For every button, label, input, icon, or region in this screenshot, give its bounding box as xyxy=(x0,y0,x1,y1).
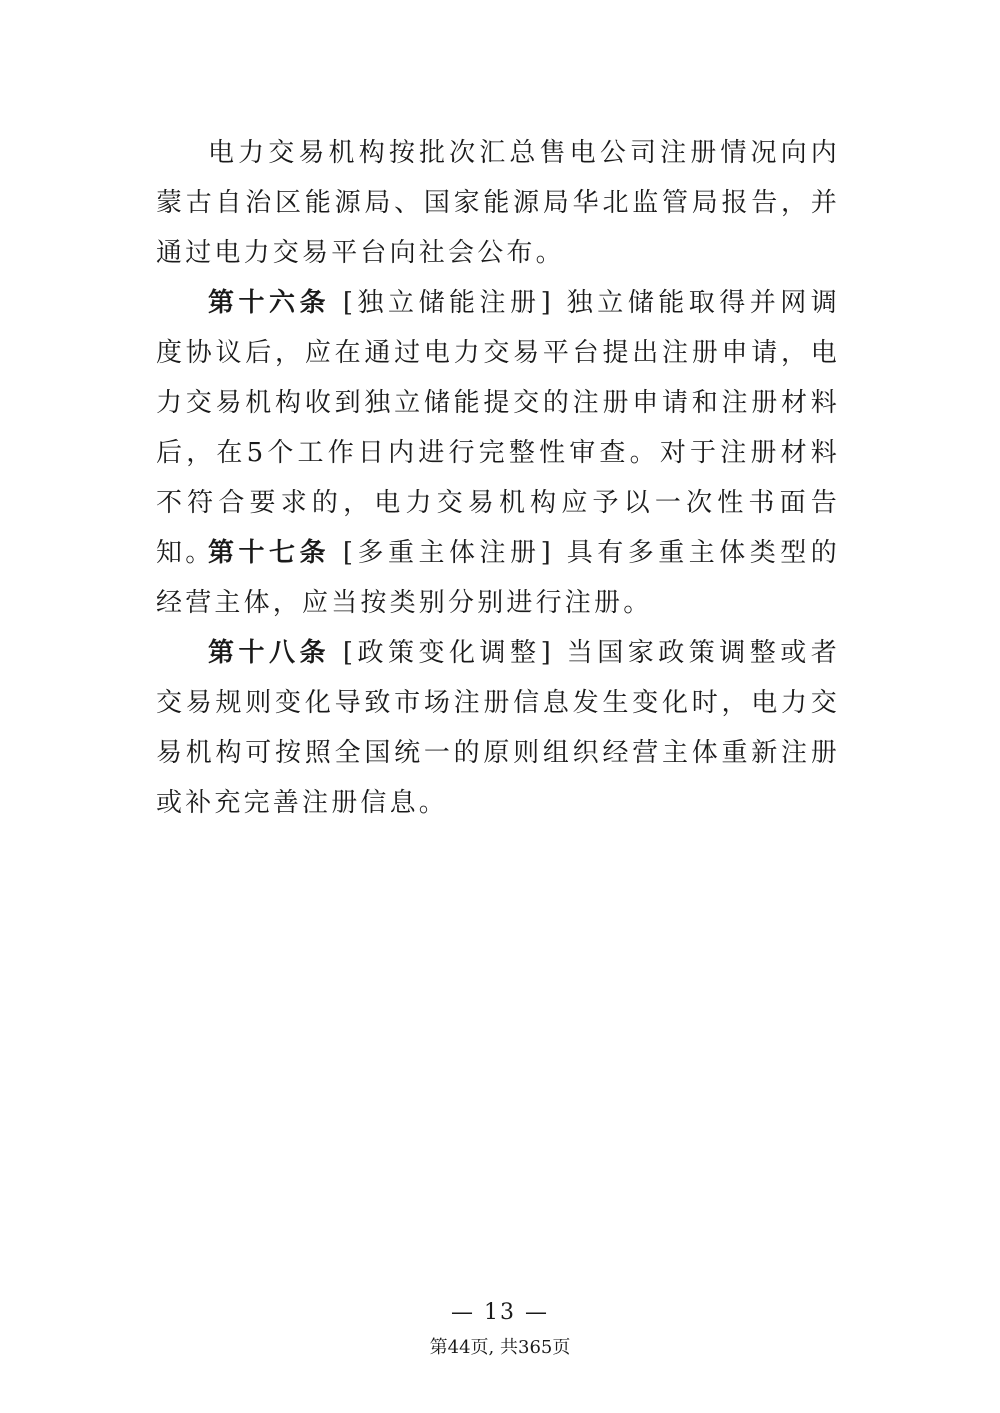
article-17-paragraph xyxy=(156,528,840,628)
article-text: [政策变化调整] 当国家政策调整或者交易规则变化导致市场注册信息发生变化时，电力交易机构可按照全国统一的原则组织经营主体重新注册或补充完善注册信息。 xyxy=(156,638,840,818)
page-count: 第44页, 共365页 xyxy=(429,1337,571,1358)
page-number: — 13 — xyxy=(451,1300,549,1325)
paragraph-registration-report xyxy=(156,128,840,278)
paragraph-text: 电力交易机构按批次汇总售电公司注册情况向内蒙古自治区能源局、国家能源局华北监管局报告，并通过电力交易平台向社会公布。 xyxy=(156,138,840,268)
article-number: 第十八条 xyxy=(208,638,331,668)
article-number: 第十七条 xyxy=(208,538,331,568)
article-text: [独立储能注册] 独立储能取得并网调度协议后，应在通过电力交易平台提出注册申请，电力交易机构收到独立储能提交的注册申请和注册材料后，在5个工作日内进行完整性审查。对于注册材料不符合要求的，电力交易机构应予以一次性书面告知。 xyxy=(156,288,840,568)
article-text: [多重主体注册] 具有多重主体类型的经营主体，应当按类别分别进行注册。 xyxy=(156,538,840,618)
article-number: 第十六条 xyxy=(208,288,331,318)
article-18-paragraph xyxy=(156,628,840,828)
